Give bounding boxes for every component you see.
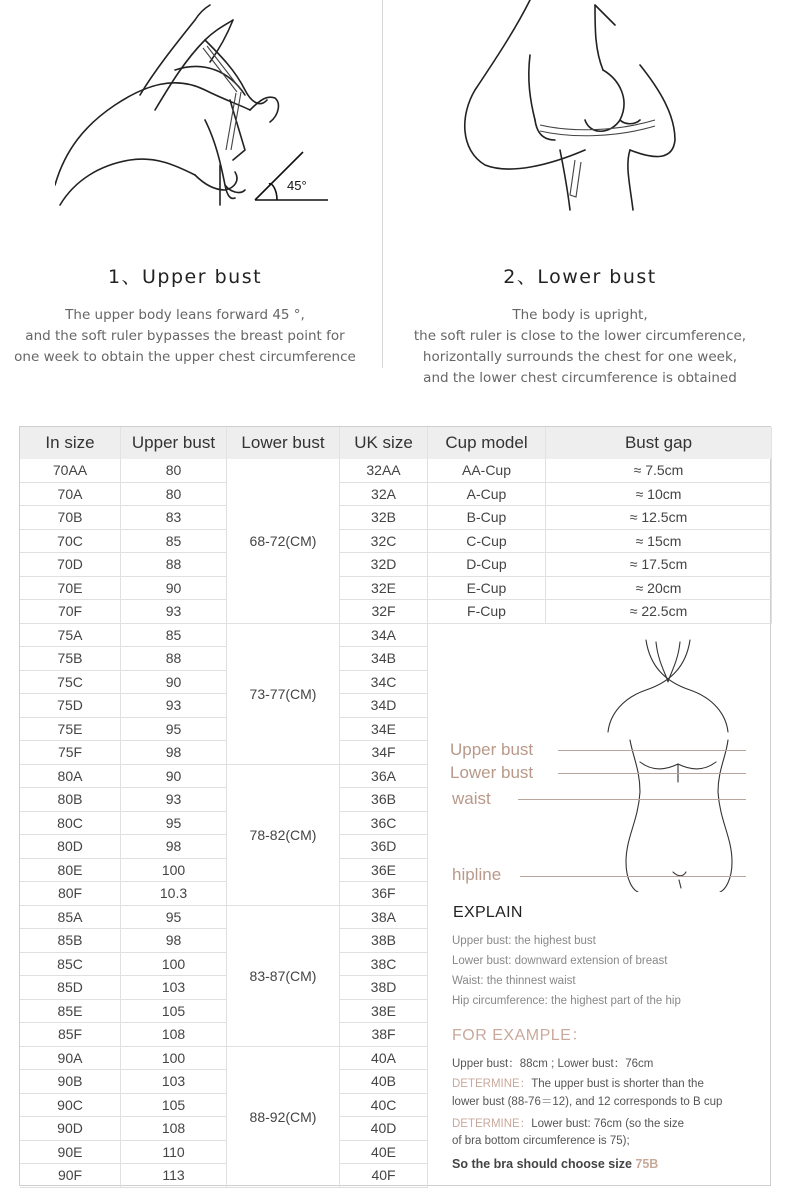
upper-bust-cell: 93 xyxy=(121,694,227,718)
upper-bust-cell: 90 xyxy=(121,671,227,695)
upper-bust-cell: 80 xyxy=(121,459,227,483)
determine-label: DETERMINE： xyxy=(452,1118,532,1130)
in-size-cell: 90E xyxy=(20,1141,121,1165)
bust-gap-cell: ≈ 12.5cm xyxy=(546,506,772,530)
lower-bust-group-cell: 88-92(CM) xyxy=(227,1047,340,1188)
upper-bust-cell: 98 xyxy=(121,835,227,859)
explain-line: Hip circumference: the highest part of the hip xyxy=(452,995,681,1007)
upper-bust-cell: 88 xyxy=(121,553,227,577)
upper-bust-cell: 80 xyxy=(121,483,227,507)
uk-size-cell: 38C xyxy=(340,953,428,977)
uk-size-cell: 32A xyxy=(340,483,428,507)
in-size-cell: 85F xyxy=(20,1023,121,1047)
in-size-cell: 90C xyxy=(20,1094,121,1118)
upper-bust-cell: 90 xyxy=(121,577,227,601)
bust-gap-cell: ≈ 20cm xyxy=(546,577,772,601)
column-header: UK size xyxy=(340,427,428,459)
in-size-cell: 70D xyxy=(20,553,121,577)
angle-label: 45° xyxy=(287,178,307,193)
waist-line xyxy=(518,799,746,800)
in-size-cell: 75C xyxy=(20,671,121,695)
uk-size-cell: 36F xyxy=(340,882,428,906)
upper-bust-cell: 10.3 xyxy=(121,882,227,906)
in-size-cell: 90B xyxy=(20,1070,121,1094)
upper-bust-cell: 105 xyxy=(121,1094,227,1118)
lower-bust-label: Lower bust xyxy=(450,763,534,782)
uk-size-cell: 34B xyxy=(340,647,428,671)
column-header: In size xyxy=(20,427,121,459)
in-size-cell: 85B xyxy=(20,929,121,953)
upper-bust-cell: 100 xyxy=(121,1047,227,1071)
in-size-cell: 75E xyxy=(20,718,121,742)
example-determine-2-cont: of bra bottom circumference is 75); xyxy=(452,1135,630,1147)
step-2-line: the soft ruler is close to the lower circumference, xyxy=(413,328,747,344)
bust-gap-cell: ≈ 7.5cm xyxy=(546,459,772,483)
uk-size-cell: 32E xyxy=(340,577,428,601)
upper-bust-cell: 105 xyxy=(121,1000,227,1024)
uk-size-cell: 34A xyxy=(340,624,428,648)
in-size-cell: 70A xyxy=(20,483,121,507)
in-size-cell: 75A xyxy=(20,624,121,648)
column-divider xyxy=(382,0,383,368)
in-size-cell: 85C xyxy=(20,953,121,977)
hipline-label: hipline xyxy=(452,865,502,884)
in-size-cell: 75D xyxy=(20,694,121,718)
bust-gap-cell: ≈ 10cm xyxy=(546,483,772,507)
explain-line: Waist: the thinnest waist xyxy=(452,975,576,987)
in-size-cell: 80F xyxy=(20,882,121,906)
cup-model-cell: C-Cup xyxy=(428,530,546,554)
step-1-line: The upper body leans forward 45 °, xyxy=(65,307,305,323)
uk-size-cell: 38A xyxy=(340,906,428,930)
uk-size-cell: 38F xyxy=(340,1023,428,1047)
upper-bust-cell: 103 xyxy=(121,1070,227,1094)
uk-size-cell: 34F xyxy=(340,741,428,765)
step-2-line: The body is upright, xyxy=(512,307,648,323)
determine-text: Lower bust: 76cm (so the size xyxy=(531,1118,684,1130)
example-measurements: Upper bust：88cm ; Lower bust：76cm xyxy=(452,1058,654,1070)
upper-bust-cell: 90 xyxy=(121,765,227,789)
determine-label: DETERMINE： xyxy=(452,1078,532,1090)
lower-bust-line xyxy=(558,773,746,774)
determine-text: The upper bust is shorter than the xyxy=(531,1078,704,1090)
uk-size-cell: 36C xyxy=(340,812,428,836)
conclusion-text: So the bra should choose size xyxy=(452,1157,632,1171)
size-chart-table xyxy=(19,426,771,1186)
uk-size-cell: 38E xyxy=(340,1000,428,1024)
step-1-line: and the soft ruler bypasses the breast point for xyxy=(25,328,345,344)
in-size-cell: 85A xyxy=(20,906,121,930)
uk-size-cell: 34D xyxy=(340,694,428,718)
upper-bust-cell: 83 xyxy=(121,506,227,530)
lower-bust-group-cell: 83-87(CM) xyxy=(227,906,340,1047)
uk-size-cell: 32AA xyxy=(340,459,428,483)
lower-bust-group-cell: 68-72(CM) xyxy=(227,459,340,624)
cup-model-cell: A-Cup xyxy=(428,483,546,507)
in-size-cell: 80E xyxy=(20,859,121,883)
in-size-cell: 75F xyxy=(20,741,121,765)
column-header: Upper bust xyxy=(121,427,227,459)
uk-size-cell: 32D xyxy=(340,553,428,577)
explain-line: Lower bust: downward extension of breast xyxy=(452,955,668,967)
in-size-cell: 90A xyxy=(20,1047,121,1071)
step-1-title: 1、Upper bust xyxy=(107,266,263,288)
uk-size-cell: 34C xyxy=(340,671,428,695)
uk-size-cell: 38B xyxy=(340,929,428,953)
cup-model-cell: AA-Cup xyxy=(428,459,546,483)
step-2-line: and the lower chest circumference is obtained xyxy=(423,370,737,386)
in-size-cell: 70E xyxy=(20,577,121,601)
in-size-cell: 80D xyxy=(20,835,121,859)
lower-bust-group-cell: 73-77(CM) xyxy=(227,624,340,765)
cup-model-cell: B-Cup xyxy=(428,506,546,530)
in-size-cell: 70AA xyxy=(20,459,121,483)
uk-size-cell: 40B xyxy=(340,1070,428,1094)
uk-size-cell: 36E xyxy=(340,859,428,883)
uk-size-cell: 36A xyxy=(340,765,428,789)
upper-bust-cell: 113 xyxy=(121,1164,227,1188)
example-determine-2 xyxy=(452,1115,684,1131)
step-2-description xyxy=(400,305,760,389)
column-header: Bust gap xyxy=(546,427,772,459)
bust-gap-cell: ≈ 17.5cm xyxy=(546,553,772,577)
uk-size-cell: 36B xyxy=(340,788,428,812)
upper-bust-cell: 85 xyxy=(121,624,227,648)
measurement-guide xyxy=(0,0,790,410)
step-2-title: 2、Lower bust xyxy=(503,266,657,288)
uk-size-cell: 32C xyxy=(340,530,428,554)
in-size-cell: 80B xyxy=(20,788,121,812)
explain-title: EXPLAIN xyxy=(453,904,523,921)
upper-bust-cell: 108 xyxy=(121,1023,227,1047)
bust-gap-cell: ≈ 15cm xyxy=(546,530,772,554)
uk-size-cell: 40F xyxy=(340,1164,428,1188)
in-size-cell: 70F xyxy=(20,600,121,624)
step-2-line: horizontally surrounds the chest for one week, xyxy=(422,349,738,365)
cup-model-cell: D-Cup xyxy=(428,553,546,577)
upper-bust-cell: 110 xyxy=(121,1141,227,1165)
upper-bust-line xyxy=(558,750,746,751)
in-size-cell: 85E xyxy=(20,1000,121,1024)
conclusion-size: 75B xyxy=(635,1157,659,1171)
upper-bust-cell: 88 xyxy=(121,647,227,671)
uk-size-cell: 32B xyxy=(340,506,428,530)
cup-model-cell: E-Cup xyxy=(428,577,546,601)
measurement-diagram-panel xyxy=(428,622,772,1187)
upper-bust-cell: 98 xyxy=(121,741,227,765)
step-1-description xyxy=(5,305,365,368)
upper-bust-cell: 85 xyxy=(121,530,227,554)
uk-size-cell: 32F xyxy=(340,600,428,624)
column-header: Cup model xyxy=(428,427,546,459)
upper-bust-cell: 95 xyxy=(121,812,227,836)
in-size-cell: 80A xyxy=(20,765,121,789)
in-size-cell: 85D xyxy=(20,976,121,1000)
column-header: Lower bust xyxy=(227,427,340,459)
step-1-line: one week to obtain the upper chest circumference xyxy=(14,349,356,365)
example-determine-1 xyxy=(452,1075,704,1091)
upper-bust-cell: 108 xyxy=(121,1117,227,1141)
cup-model-cell: F-Cup xyxy=(428,600,546,624)
example-title: FOR EXAMPLE： xyxy=(452,1027,588,1044)
upper-bust-label: Upper bust xyxy=(450,740,534,759)
waist-label: waist xyxy=(452,789,491,808)
uk-size-cell: 40D xyxy=(340,1117,428,1141)
upper-bust-cell: 95 xyxy=(121,906,227,930)
hipline-line xyxy=(520,876,746,877)
in-size-cell: 70C xyxy=(20,530,121,554)
upper-bust-cell: 95 xyxy=(121,718,227,742)
upper-bust-cell: 100 xyxy=(121,953,227,977)
in-size-cell: 90F xyxy=(20,1164,121,1188)
uk-size-cell: 38D xyxy=(340,976,428,1000)
upper-bust-cell: 98 xyxy=(121,929,227,953)
lower-bust-group-cell: 78-82(CM) xyxy=(227,765,340,906)
bust-gap-cell: ≈ 22.5cm xyxy=(546,600,772,624)
explain-line: Upper bust: the highest bust xyxy=(452,935,596,947)
in-size-cell: 70B xyxy=(20,506,121,530)
upper-bust-cell: 93 xyxy=(121,600,227,624)
in-size-cell: 90D xyxy=(20,1117,121,1141)
upper-bust-cell: 100 xyxy=(121,859,227,883)
in-size-cell: 80C xyxy=(20,812,121,836)
uk-size-cell: 34E xyxy=(340,718,428,742)
uk-size-cell: 40E xyxy=(340,1141,428,1165)
upper-bust-cell: 103 xyxy=(121,976,227,1000)
in-size-cell: 75B xyxy=(20,647,121,671)
example-conclusion xyxy=(452,1157,658,1171)
uk-size-cell: 40A xyxy=(340,1047,428,1071)
upper-bust-cell: 93 xyxy=(121,788,227,812)
lower-bust-illustration xyxy=(455,0,690,215)
uk-size-cell: 36D xyxy=(340,835,428,859)
example-determine-1-cont: lower bust (88-76＝12), and 12 corresponds to B cup xyxy=(452,1096,723,1108)
uk-size-cell: 40C xyxy=(340,1094,428,1118)
